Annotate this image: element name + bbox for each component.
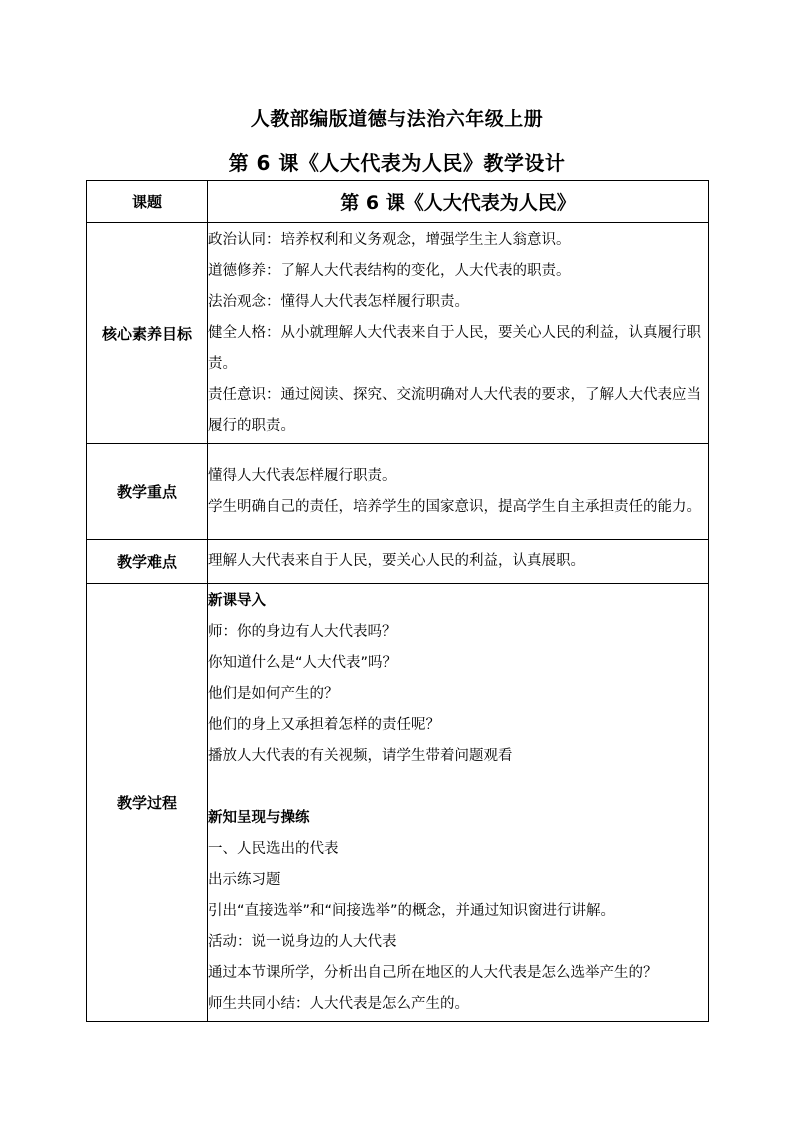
- document-title: 人教部编版道德与法治六年级上册: [250, 108, 544, 130]
- intro-line: 师：你的身边有人大代表吗？: [208, 623, 397, 640]
- core-goals-content: [208, 223, 709, 444]
- intro-line: 他们的身上又承担着怎样的责任呢？: [208, 716, 440, 733]
- core-goal-line: 健全人格：从小就理解人大代表来自于人民，要关心人民的利益，认真履行职责。: [208, 324, 701, 372]
- difficulties-label: 教学难点: [87, 540, 208, 584]
- blank-line: [208, 772, 708, 803]
- topic-label: 课题: [87, 181, 208, 223]
- topic-value: 第 6 课《人大代表为人民》: [208, 181, 709, 223]
- core-goals-label: 核心素养目标: [87, 223, 208, 444]
- practice-line: 师生共同小结：人大代表是怎么产生的。: [208, 995, 469, 1012]
- core-goal-line: 法治观念：懂得人大代表怎样履行职责。: [208, 293, 469, 310]
- table-row-key-points: [87, 444, 709, 540]
- process-content: [208, 584, 709, 1022]
- key-points-content: [208, 444, 709, 540]
- key-point-line: 学生明确自己的责任，培养学生的国家意识，提高学生自主承担责任的能力。: [208, 498, 701, 515]
- practice-line: 活动：说一说身边的人大代表: [208, 933, 397, 950]
- core-goal-line: 道德修养：了解人大代表结构的变化，人大代表的职责。: [208, 262, 571, 279]
- practice-line: 引出“直接选举”和“间接选举”的概念，并通过知识窗进行讲解。: [208, 902, 616, 919]
- practice-line: 出示练习题: [208, 871, 281, 888]
- difficulty-line: 理解人大代表来自于人民，要关心人民的利益，认真展职。: [208, 553, 585, 569]
- difficulties-content: [208, 540, 709, 584]
- table-row-core-goals: [87, 223, 709, 444]
- practice-heading: 新知呈现与操练: [208, 809, 310, 826]
- lesson-plan-table: [86, 180, 709, 1022]
- table-row-topic: [87, 181, 709, 223]
- intro-line: 他们是如何产生的？: [208, 685, 339, 702]
- document-subtitle: 第 6 课《人大代表为人民》教学设计: [228, 151, 566, 175]
- table-row-process: [87, 584, 709, 1022]
- intro-line: 播放人大代表的有关视频，请学生带着问题观看: [208, 747, 513, 764]
- intro-line: 你知道什么是“人大代表”吗？: [208, 654, 398, 671]
- practice-line: 一、人民选出的代表: [208, 840, 339, 857]
- table-row-difficulties: [87, 540, 709, 584]
- practice-line: 通过本节课所学，分析出自己所在地区的人大代表是怎么选举产生的？: [208, 964, 658, 981]
- key-point-line: 懂得人大代表怎样履行职责。: [208, 467, 397, 484]
- core-goal-line: 责任意识：通过阅读、探究、交流明确对人大代表的要求，了解人大代表应当履行的职责。: [208, 386, 701, 434]
- intro-heading: 新课导入: [208, 592, 266, 609]
- process-label: 教学过程: [87, 584, 208, 1022]
- core-goal-line: 政治认同：培养权利和义务观念，增强学生主人翁意识。: [208, 231, 571, 248]
- key-points-label: 教学重点: [87, 444, 208, 540]
